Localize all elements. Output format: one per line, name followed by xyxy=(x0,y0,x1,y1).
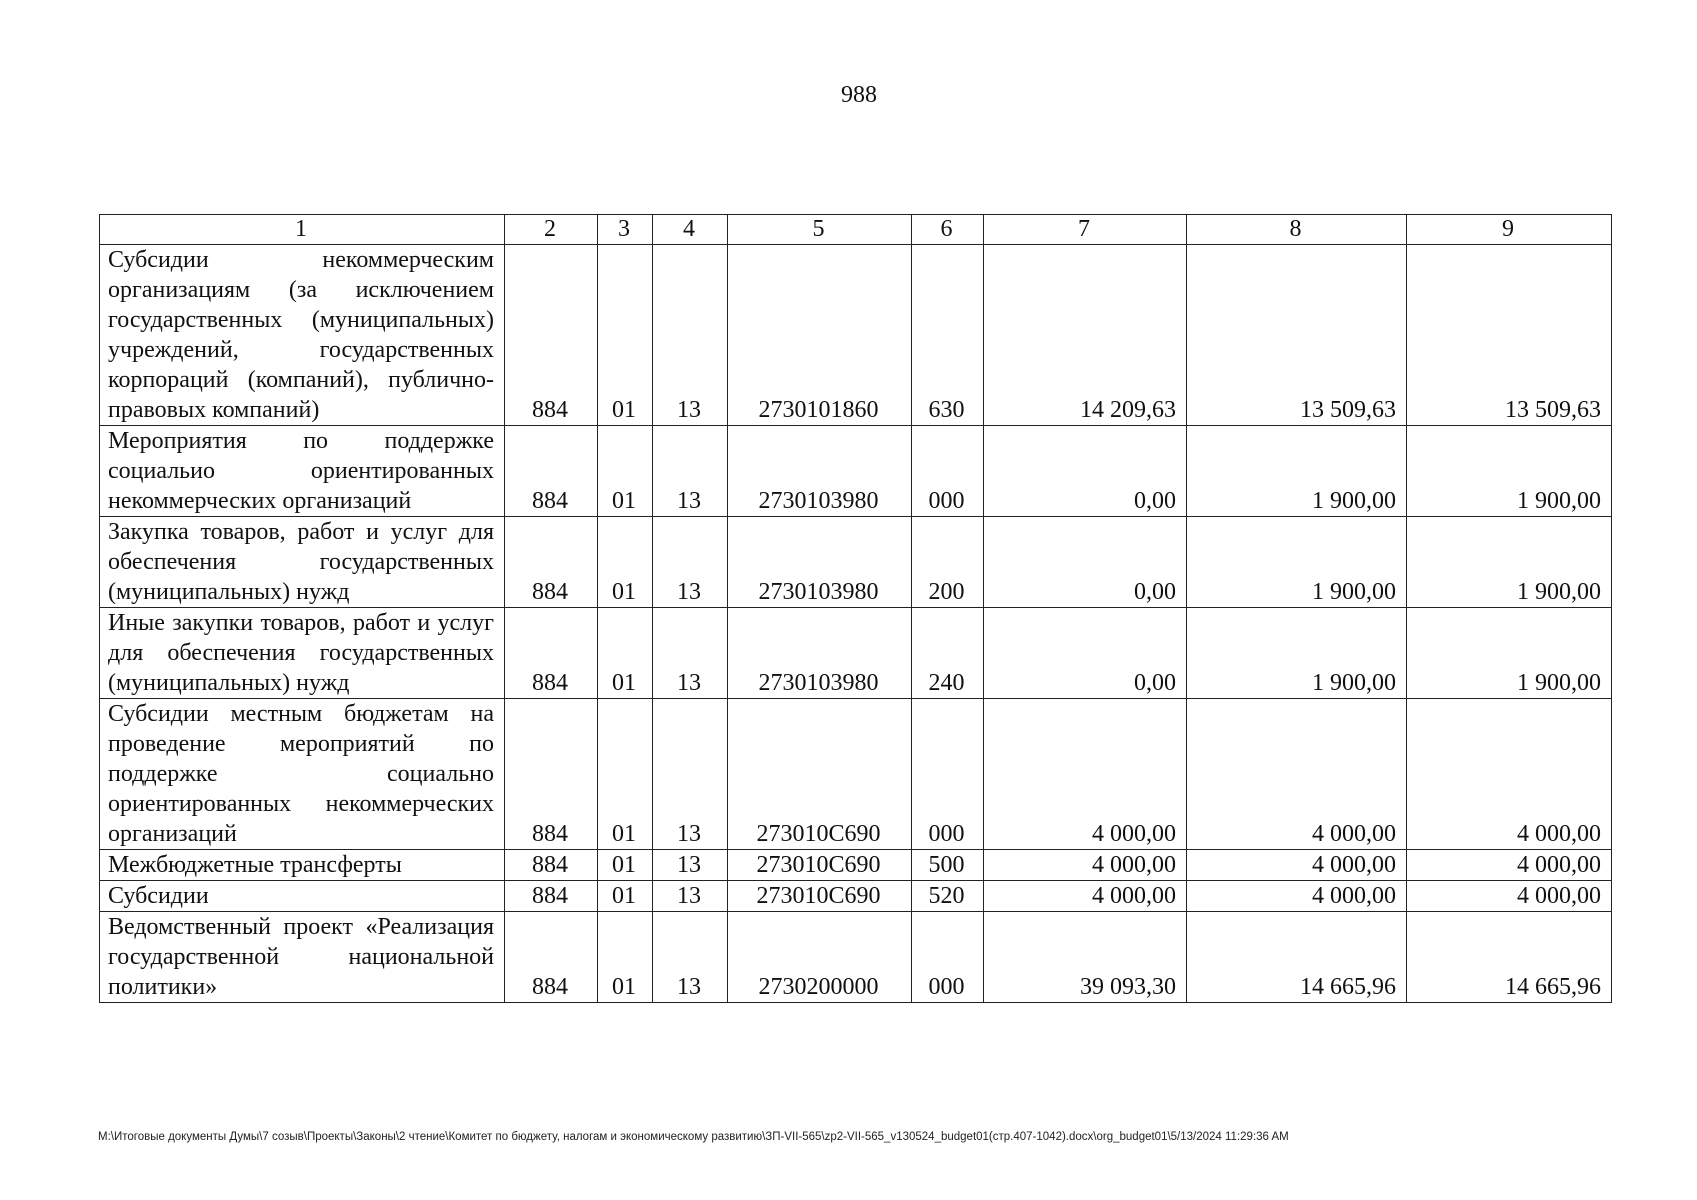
cell-amount-col8: 4 000,00 xyxy=(1187,850,1407,881)
cell-amount-col9: 1 900,00 xyxy=(1407,517,1612,608)
cell-subsection: 13 xyxy=(653,608,728,699)
cell-expense-type: 000 xyxy=(912,426,984,517)
cell-target-article: 273010С690 xyxy=(728,699,912,850)
cell-amount-col8: 13 509,63 xyxy=(1187,245,1407,426)
cell-subsection: 13 xyxy=(653,699,728,850)
cell-target-article: 2730103980 xyxy=(728,608,912,699)
cell-amount-col9: 4 000,00 xyxy=(1407,850,1612,881)
column-header: 2 xyxy=(505,215,598,245)
row-description: Ведомственный проект «Реализация государственной национальной политики» xyxy=(100,912,505,1003)
cell-section: 01 xyxy=(598,517,653,608)
file-path-footer: M:\Итоговые документы Думы\7 созыв\Проекты\Законы\2 чтение\Комитет по бюджету, налогам и экономическому развитию\ЗП-VII-565\zp2-VII-565_v130524_budget01(стр.407-1042).docx\org_budget01\5/13/2024 11:29:36 AM xyxy=(98,1131,1289,1143)
cell-expense-type: 200 xyxy=(912,517,984,608)
row-description: Иные закупки товаров, работ и услуг для обеспечения государственных (муниципальных) нужд xyxy=(100,608,505,699)
cell-section: 01 xyxy=(598,912,653,1003)
column-header: 6 xyxy=(912,215,984,245)
page-number: 988 xyxy=(841,82,877,108)
cell-subsection: 13 xyxy=(653,912,728,1003)
column-header: 5 xyxy=(728,215,912,245)
cell-amount-col7: 39 093,30 xyxy=(984,912,1187,1003)
cell-ministry-code: 884 xyxy=(505,517,598,608)
column-header: 7 xyxy=(984,215,1187,245)
cell-expense-type: 630 xyxy=(912,245,984,426)
cell-amount-col9: 4 000,00 xyxy=(1407,881,1612,912)
cell-amount-col8: 14 665,96 xyxy=(1187,912,1407,1003)
cell-expense-type: 500 xyxy=(912,850,984,881)
cell-section: 01 xyxy=(598,850,653,881)
cell-amount-col7: 4 000,00 xyxy=(984,881,1187,912)
cell-amount-col7: 0,00 xyxy=(984,608,1187,699)
cell-ministry-code: 884 xyxy=(505,608,598,699)
cell-amount-col7: 4 000,00 xyxy=(984,699,1187,850)
table-row xyxy=(100,699,1612,850)
table-row xyxy=(100,517,1612,608)
cell-subsection: 13 xyxy=(653,850,728,881)
cell-amount-col8: 4 000,00 xyxy=(1187,699,1407,850)
column-header: 3 xyxy=(598,215,653,245)
table-row xyxy=(100,608,1612,699)
cell-ministry-code: 884 xyxy=(505,426,598,517)
cell-section: 01 xyxy=(598,608,653,699)
row-description: Мероприятия по поддержке социальио ориентированных некоммерческих организаций xyxy=(100,426,505,517)
row-description: Закупка товаров, работ и услуг для обеспечения государственных (муниципальных) нужд xyxy=(100,517,505,608)
cell-subsection: 13 xyxy=(653,426,728,517)
cell-ministry-code: 884 xyxy=(505,850,598,881)
cell-section: 01 xyxy=(598,245,653,426)
cell-section: 01 xyxy=(598,881,653,912)
cell-section: 01 xyxy=(598,699,653,850)
cell-expense-type: 240 xyxy=(912,608,984,699)
cell-subsection: 13 xyxy=(653,517,728,608)
cell-amount-col7: 14 209,63 xyxy=(984,245,1187,426)
cell-amount-col9: 13 509,63 xyxy=(1407,245,1612,426)
cell-amount-col7: 0,00 xyxy=(984,517,1187,608)
table-row xyxy=(100,850,1612,881)
cell-amount-col9: 4 000,00 xyxy=(1407,699,1612,850)
cell-ministry-code: 884 xyxy=(505,881,598,912)
cell-amount-col8: 1 900,00 xyxy=(1187,608,1407,699)
cell-amount-col9: 14 665,96 xyxy=(1407,912,1612,1003)
cell-target-article: 2730101860 xyxy=(728,245,912,426)
column-header: 8 xyxy=(1187,215,1407,245)
column-header: 4 xyxy=(653,215,728,245)
cell-subsection: 13 xyxy=(653,881,728,912)
header-row xyxy=(100,215,1612,245)
cell-ministry-code: 884 xyxy=(505,699,598,850)
row-description: Субсидии некоммерческим организациям (за исключением государственных (муниципальных) учреждений, государственных корпораций (компаний), публично-правовых компаний) xyxy=(100,245,505,426)
cell-amount-col8: 4 000,00 xyxy=(1187,881,1407,912)
column-header: 9 xyxy=(1407,215,1612,245)
column-header: 1 xyxy=(100,215,505,245)
cell-subsection: 13 xyxy=(653,245,728,426)
cell-amount-col9: 1 900,00 xyxy=(1407,426,1612,517)
cell-amount-col8: 1 900,00 xyxy=(1187,517,1407,608)
cell-expense-type: 000 xyxy=(912,912,984,1003)
cell-section: 01 xyxy=(598,426,653,517)
cell-target-article: 273010С690 xyxy=(728,881,912,912)
cell-target-article: 2730200000 xyxy=(728,912,912,1003)
cell-ministry-code: 884 xyxy=(505,245,598,426)
cell-amount-col9: 1 900,00 xyxy=(1407,608,1612,699)
table-row xyxy=(100,881,1612,912)
cell-expense-type: 000 xyxy=(912,699,984,850)
cell-expense-type: 520 xyxy=(912,881,984,912)
cell-target-article: 273010С690 xyxy=(728,850,912,881)
cell-ministry-code: 884 xyxy=(505,912,598,1003)
budget-table xyxy=(99,214,1612,1003)
table-row xyxy=(100,426,1612,517)
row-description: Субсидии местным бюджетам на проведение мероприятий по поддержке социально ориентированных некоммерческих организаций xyxy=(100,699,505,850)
cell-target-article: 2730103980 xyxy=(728,517,912,608)
row-description: Межбюджетные трансферты xyxy=(100,850,505,881)
cell-amount-col7: 0,00 xyxy=(984,426,1187,517)
table-row xyxy=(100,912,1612,1003)
cell-target-article: 2730103980 xyxy=(728,426,912,517)
cell-amount-col8: 1 900,00 xyxy=(1187,426,1407,517)
cell-amount-col7: 4 000,00 xyxy=(984,850,1187,881)
table-row xyxy=(100,245,1612,426)
row-description: Субсидии xyxy=(100,881,505,912)
